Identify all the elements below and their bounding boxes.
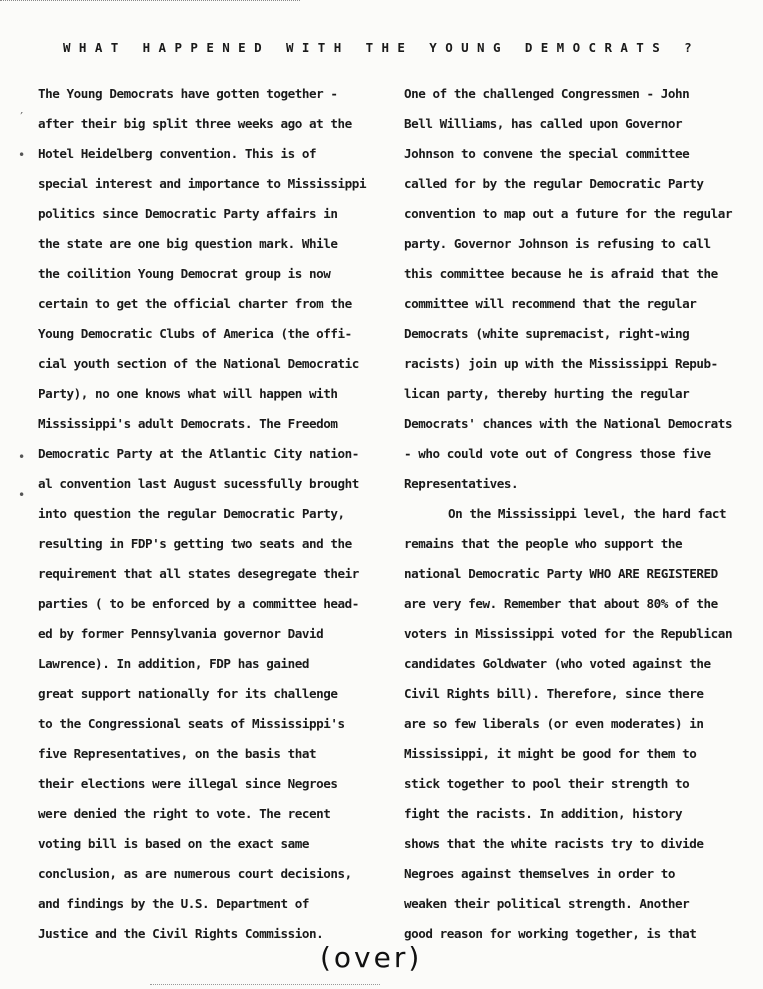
text-line: parties ( to be enforced by a committee head- <box>38 596 359 611</box>
text-line: cial youth section of the National Democratic <box>38 356 359 371</box>
text-line: al convention last August sucessfully brought <box>38 476 359 491</box>
text-line: their elections were illegal since Negroes <box>38 776 338 791</box>
text-line: Mississippi, it might be good for them to <box>404 746 697 761</box>
text-line: Mississippi's adult Democrats. The Freedom <box>38 416 338 431</box>
text-line: Democrats' chances with the National Democrats <box>404 416 733 431</box>
margin-mark: • <box>18 148 26 162</box>
text-line: are very few. Remember that about 80% of the <box>404 596 718 611</box>
text-line: the coilition Young Democrat group is now <box>38 266 331 281</box>
margin-mark: ′ <box>18 110 26 124</box>
document-title: WHAT HAPPENED WITH THE YOUNG DEMOCRATS ? <box>62 40 701 55</box>
text-line: One of the challenged Congressmen - John <box>404 86 690 101</box>
text-line: Representatives. <box>404 476 519 491</box>
margin-mark: • <box>18 488 26 502</box>
text-line: remains that the people who support the <box>404 536 683 551</box>
text-line: are so few liberals (or even moderates) in <box>404 716 704 731</box>
text-line: convention to map out a future for the regular <box>404 206 733 221</box>
text-line: good reason for working together, is that <box>404 926 697 941</box>
right-column <box>404 83 756 953</box>
text-line: the state are one big question mark. While <box>38 236 338 251</box>
text-line: Hotel Heidelberg convention. This is of <box>38 146 317 161</box>
text-line: voters in Mississippi voted for the Republican <box>404 626 733 641</box>
text-line: party. Governor Johnson is refusing to call <box>404 236 711 251</box>
text-line: special interest and importance to Mississippi <box>38 176 367 191</box>
text-line: conclusion, as are numerous court decisions, <box>38 866 352 881</box>
text-line: Lawrence). In addition, FDP has gained <box>38 656 310 671</box>
text-line: after their big split three weeks ago at the <box>38 116 352 131</box>
text-line: into question the regular Democratic Party, <box>38 506 345 521</box>
text-line: and findings by the U.S. Department of <box>38 896 310 911</box>
text-line: five Representatives, on the basis that <box>38 746 317 761</box>
text-line: this committee because he is afraid that the <box>404 266 718 281</box>
text-line: The Young Democrats have gotten together - <box>38 86 338 101</box>
text-line: Democrats (white supremacist, right-wing <box>404 326 690 341</box>
text-line: national Democratic Party WHO ARE REGISTERED <box>404 566 718 581</box>
text-line: - who could vote out of Congress those five <box>404 446 711 461</box>
text-line: ed by former Pennsylvania governor David <box>38 626 324 641</box>
text-line: weaken their political strength. Another <box>404 896 690 911</box>
text-line: Bell Williams, has called upon Governor <box>404 116 683 131</box>
text-line: On the Mississippi level, the hard fact <box>448 506 727 521</box>
text-line: racists) join up with the Mississippi Repub- <box>404 356 718 371</box>
text-line: Civil Rights bill). Therefore, since there <box>404 686 704 701</box>
text-line: requirement that all states desegregate their <box>38 566 359 581</box>
text-line: fight the racists. In addition, history <box>404 806 683 821</box>
text-line: great support nationally for its challenge <box>38 686 338 701</box>
text-line: candidates Goldwater (who voted against the <box>404 656 711 671</box>
text-line: voting bill is based on the exact same <box>38 836 310 851</box>
top-dotted-rule <box>0 0 300 1</box>
text-line: Democratic Party at the Atlantic City nation- <box>38 446 359 461</box>
text-line: Justice and the Civil Rights Commission. <box>38 926 324 941</box>
margin-mark: • <box>18 450 26 464</box>
text-line: Negroes against themselves in order to <box>404 866 676 881</box>
text-line: certain to get the official charter from the <box>38 296 352 311</box>
left-column <box>38 83 388 953</box>
text-line: resulting in FDP's getting two seats and the <box>38 536 352 551</box>
handwritten-over-note: (over) <box>320 941 423 974</box>
text-line: called for by the regular Democratic Party <box>404 176 704 191</box>
text-line: committee will recommend that the regular <box>404 296 697 311</box>
bottom-dotted-rule <box>150 984 380 985</box>
text-line: to the Congressional seats of Mississippi's <box>38 716 345 731</box>
text-line: shows that the white racists try to divide <box>404 836 704 851</box>
text-line: were denied the right to vote. The recent <box>38 806 331 821</box>
text-line: Party), no one knows what will happen with <box>38 386 338 401</box>
text-line: stick together to pool their strength to <box>404 776 690 791</box>
text-line: politics since Democratic Party affairs in <box>38 206 338 221</box>
text-line: Young Democratic Clubs of America (the offi- <box>38 326 352 341</box>
text-line: lican party, thereby hurting the regular <box>404 386 690 401</box>
text-line: Johnson to convene the special committee <box>404 146 690 161</box>
